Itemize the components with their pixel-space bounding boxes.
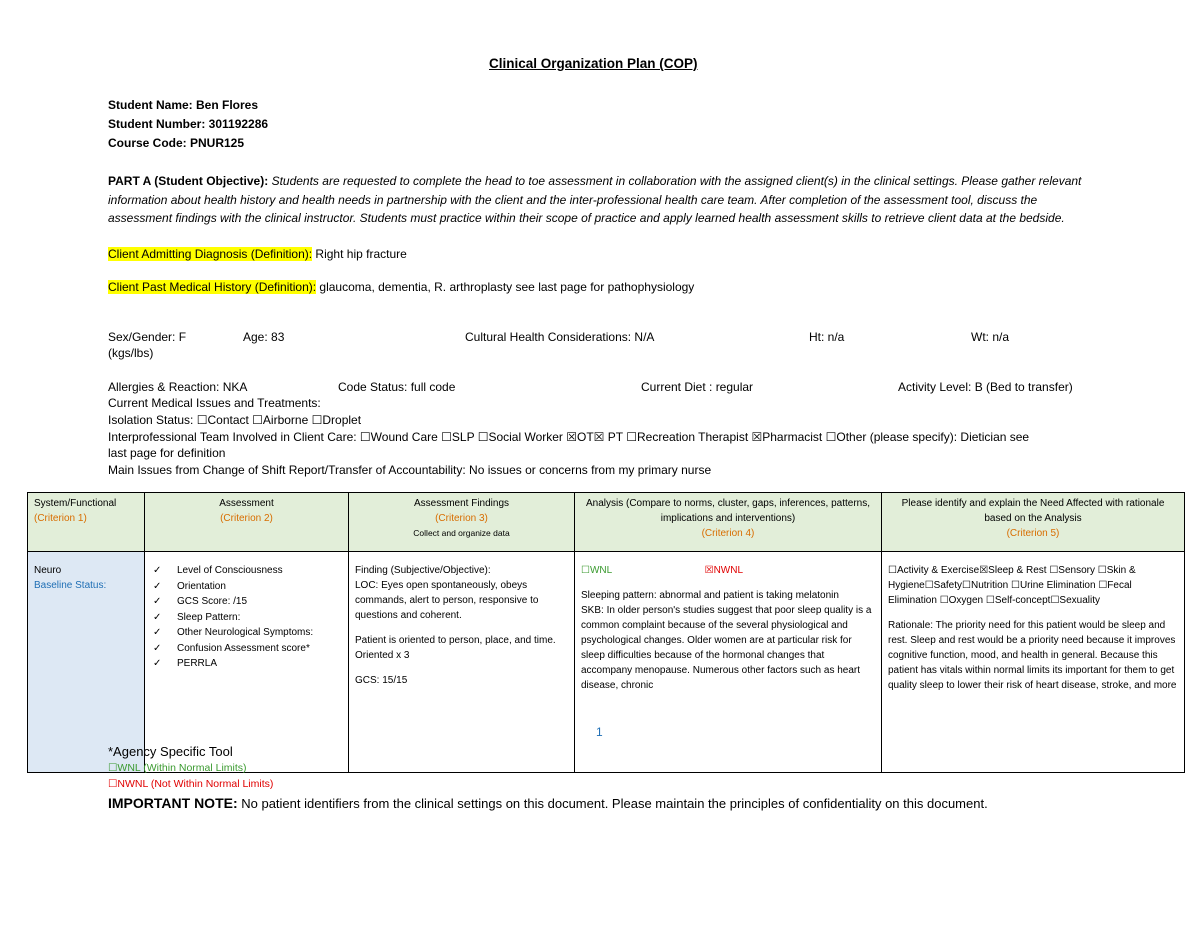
finding-loc: LOC: Eyes open spontaneously, obeys commands, alert to person, responsive to questions and coherent.: [355, 580, 539, 621]
diagnosis-label: Client Admitting Diagnosis (Definition):: [108, 247, 313, 261]
header-assessment: [145, 493, 349, 552]
part-a-label: PART A (Student Objective):: [108, 174, 269, 188]
header-assessment-criterion: (Criterion 2): [220, 513, 273, 524]
list-item: ✓ Sleep Pattern:: [153, 610, 342, 626]
admitting-diagnosis: [108, 246, 407, 263]
allergies: Allergies & Reaction: NKA: [108, 380, 248, 394]
check-icon: ✓: [153, 580, 162, 592]
part-a-objective: [108, 172, 1098, 228]
needs-checklist[interactable]: ☐Activity & Exercise☒Sleep & Rest ☐Sensory ☐Skin & Hygiene☐Safety☐Nutrition ☐Urine Elimination ☐Fecal Elimination ☐Oxygen ☐Self-concept☐Sexuality: [888, 565, 1136, 606]
age: Age: 83: [243, 330, 285, 344]
interprofessional-team: Interprofessional Team Involved in Client Care: ☐Wound Care ☐SLP ☐Social Worker ☒OT☒ PT ☐Recreation Therapist ☒Pharmacist ☐Other (please specify): Dietician see: [108, 430, 1030, 444]
code-status: Code Status: full code: [338, 380, 456, 394]
check-icon: ✓: [153, 658, 162, 669]
finding-title: Finding (Subjective/Objective):: [355, 565, 491, 576]
page-number: 1: [596, 725, 603, 739]
important-label: IMPORTANT NOTE:: [108, 795, 238, 811]
findings-cell: [349, 552, 575, 773]
list-item: ✓ GCS Score: /15: [153, 594, 342, 610]
wnl-footnote: ☐WNL (Within Normal Limits): [108, 762, 247, 774]
check-icon: ✓: [153, 565, 162, 576]
nwnl-checkbox[interactable]: ☒NWNL: [704, 565, 744, 576]
height: Ht: n/a: [809, 330, 845, 344]
header-system-title: System/Functional: [34, 498, 117, 509]
baseline-status: Baseline Status:: [34, 580, 107, 591]
current-diet: Current Diet : regular: [641, 380, 754, 394]
check-icon: ✓: [153, 627, 162, 638]
header-needs-title: Please identify and explain the Need Affected with rationale based on the Analysis: [901, 498, 1165, 524]
pmh-value: glaucoma, dementia, R. arthroplasty see last page for pathophysiology: [316, 280, 695, 294]
analysis-cell: [575, 552, 882, 773]
part-a-text: Students are requested to complete the head to toe assessment in collaboration with the assigned client(s) in the clinical settings. Please gather relevant information about health history and health needs in partnership with the client and the inter-professional health care team. After completion of the assessment tool, discuss the assessment findings with the clinical instructor. Students must practice within their scope of practice and apply learned health assessment skills to retrieve client data at the bedside.: [108, 174, 1082, 225]
header-needs-criterion: (Criterion 5): [1006, 528, 1060, 539]
finding-orientation: Patient is oriented to person, place, and time. Oriented x 3: [355, 635, 556, 661]
header-findings: [349, 493, 575, 552]
header-analysis: [575, 493, 882, 552]
assessment-table: [27, 492, 1185, 773]
student-number: Student Number: 301192286: [108, 117, 269, 131]
table-header-row: [28, 493, 1185, 552]
table-row: [28, 552, 1185, 773]
sex-gender: Sex/Gender: F: [108, 330, 187, 344]
weight: Wt: n/a: [971, 330, 1010, 344]
header-assessment-title: Assessment: [219, 498, 274, 509]
shift-report: Main Issues from Change of Shift Report/Transfer of Accountability: No issues or concerns from my primary nurse: [108, 463, 712, 477]
past-medical-history: [108, 279, 694, 296]
check-icon: ✓: [153, 642, 162, 654]
check-icon: ✓: [153, 596, 162, 607]
analysis-skb: SKB: In older person's studies suggest that poor sleep quality is a common complaint because of the several physiological and psychological changes. Older women are at particular risk for sleep difficulties because of the hormonal changes that accompany menopause. Numerous other factors such as heart disease, chronic: [581, 605, 872, 691]
weight-units: (kgs/lbs): [108, 346, 154, 360]
header-needs: [882, 493, 1185, 552]
header-findings-title: Assessment Findings: [413, 498, 510, 509]
assessment-cell: [145, 552, 349, 773]
important-note: [108, 793, 1083, 814]
wnl-checkbox[interactable]: ☐WNL: [581, 565, 612, 576]
header-findings-sub: Collect and organize data: [413, 528, 510, 538]
pmh-label: Client Past Medical History (Definition):: [108, 280, 317, 294]
list-item: ✓ Orientation: [153, 579, 342, 595]
header-system: [28, 493, 145, 552]
system-cell: [28, 552, 145, 773]
header-analysis-criterion: (Criterion 4): [701, 528, 755, 539]
nwnl-footnote: ☐NWNL (Not Within Normal Limits): [108, 778, 274, 790]
header-system-criterion: (Criterion 1): [34, 513, 87, 524]
isolation-status: Isolation Status: ☐Contact ☐Airborne ☐Droplet: [108, 413, 362, 427]
list-item: ✓ Confusion Assessment score*: [153, 641, 342, 657]
assessment-list: [151, 563, 342, 672]
header-findings-criterion: (Criterion 3): [435, 513, 488, 524]
list-item: ✓ Level of Consciousness: [153, 563, 342, 579]
diagnosis-value: Right hip fracture: [312, 247, 407, 261]
finding-gcs: GCS: 15/15: [355, 675, 408, 686]
system-name: Neuro: [34, 565, 62, 576]
student-name: Student Name: Ben Flores: [108, 98, 259, 112]
current-medical-issues: Current Medical Issues and Treatments:: [108, 396, 321, 410]
analysis-sleep-pattern: Sleeping pattern: abnormal and patient is taking melatonin: [581, 590, 839, 601]
agency-footnote: *Agency Specific Tool: [108, 744, 233, 759]
document-title: Clinical Organization Plan (COP): [489, 56, 698, 71]
interprofessional-team-cont: last page for definition: [108, 446, 226, 460]
needs-cell: [882, 552, 1185, 773]
list-item: ✓ PERRLA: [153, 656, 342, 672]
header-analysis-title: Analysis (Compare to norms, cluster, gaps, inferences, patterns, implications and interventions): [585, 498, 870, 524]
list-item: ✓ Other Neurological Symptoms:: [153, 625, 342, 641]
needs-rationale: Rationale: The priority need for this patient would be sleep and rest. Sleep and rest would be a priority need because it improves cognitive function, mood, and health in general. Because this patient has vitals within normal limits its important for them to get quality sleep to lower their risk of heart disease, stroke, and more: [888, 620, 1177, 691]
course-code: Course Code: PNUR125: [108, 136, 245, 150]
activity-level: Activity Level: B (Bed to transfer): [898, 380, 1073, 394]
check-icon: ✓: [153, 611, 162, 623]
cultural-considerations: Cultural Health Considerations: N/A: [465, 330, 655, 344]
important-text: No patient identifiers from the clinical settings on this document. Please maintain the principles of confidentiality on this document.: [237, 796, 988, 811]
